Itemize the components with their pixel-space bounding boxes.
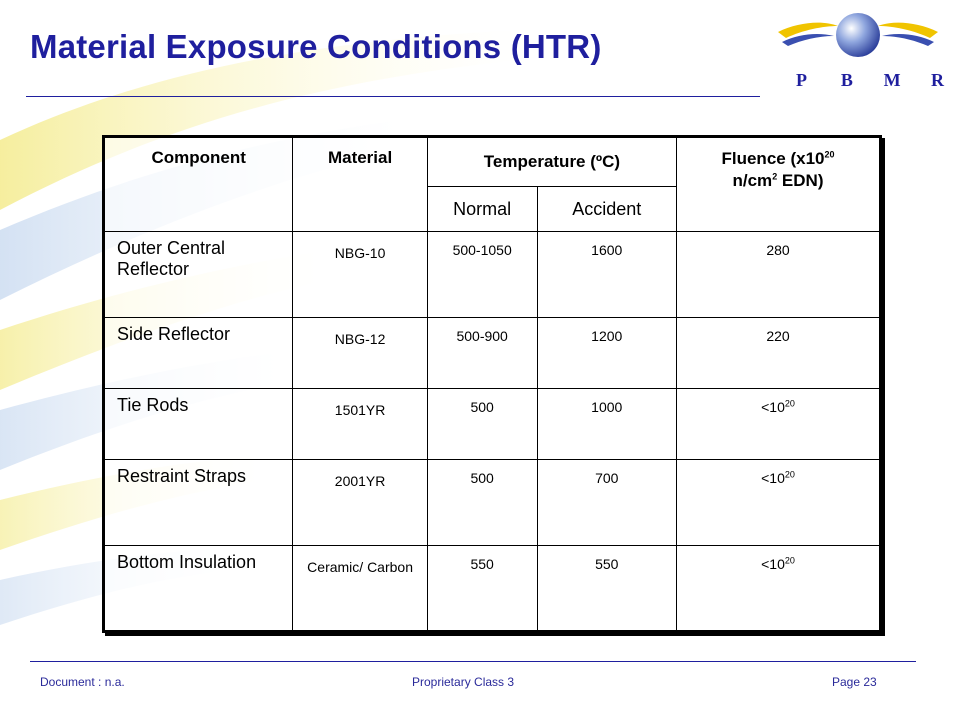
cell-fluence: [677, 546, 881, 632]
table-row: [104, 546, 881, 632]
title-divider: [26, 96, 760, 97]
logo-letter: P: [796, 70, 808, 90]
cell-component: Restraint Straps: [104, 460, 293, 546]
footer-document: Document : n.a.: [40, 675, 125, 689]
footer-divider: [30, 661, 916, 662]
table-row: [104, 318, 881, 389]
cell-material: NBG-12: [293, 318, 428, 389]
cell-normal: 500-1050: [427, 232, 537, 318]
logo-letter: M: [883, 70, 902, 90]
cell-fluence: [677, 460, 881, 546]
cell-material: Ceramic/ Carbon: [293, 546, 428, 632]
fluence-value: 220: [766, 328, 790, 344]
fluence-value: <10: [761, 399, 785, 415]
header-temperature: Temperature (ºC): [427, 137, 676, 187]
cell-accident: 1600: [537, 232, 677, 318]
page-title: Material Exposure Conditions (HTR): [30, 28, 602, 65]
cell-normal: 500: [427, 460, 537, 546]
header-accident: Accident: [537, 187, 677, 232]
cell-normal: 500-900: [427, 318, 537, 389]
logo-letters: [790, 70, 950, 91]
cell-component: Side Reflector: [104, 318, 293, 389]
cell-component: Outer Central Reflector: [104, 232, 293, 318]
fluence-value-exponent: 20: [784, 469, 795, 480]
fluence-unit-suffix: EDN): [777, 171, 824, 190]
table-row: [104, 389, 881, 460]
cell-accident: 700: [537, 460, 677, 546]
header-normal: Normal: [427, 187, 537, 232]
fluence-unit: n/cm: [732, 171, 773, 190]
cell-accident: 550: [537, 546, 677, 632]
fluence-unit-exponent: 2: [772, 171, 778, 182]
fluence-value: <10: [761, 470, 785, 486]
cell-material: NBG-10: [293, 232, 428, 318]
cell-normal: 550: [427, 546, 537, 632]
cell-accident: 1000: [537, 389, 677, 460]
footer-page-number: Page 23: [832, 675, 877, 689]
table-row: [104, 460, 881, 546]
logo-letter: R: [930, 70, 945, 90]
cell-material: 1501YR: [293, 389, 428, 460]
header-material: Material: [293, 137, 428, 232]
table-row: [104, 232, 881, 318]
cell-material: 2001YR: [293, 460, 428, 546]
cell-accident: 1200: [537, 318, 677, 389]
cell-normal: 500: [427, 389, 537, 460]
logo-letter: B: [840, 70, 854, 90]
cell-fluence: [677, 389, 881, 460]
fluence-value-exponent: 20: [784, 555, 795, 566]
fluence-label: Fluence (x10: [721, 149, 825, 168]
fluence-value: 280: [766, 242, 790, 258]
fluence-value: <10: [761, 556, 785, 572]
cell-fluence: [677, 232, 881, 318]
fluence-value-exponent: 20: [784, 398, 795, 409]
header-component: Component: [104, 137, 293, 232]
header-fluence: [677, 137, 881, 232]
fluence-exponent: 20: [824, 149, 835, 160]
footer-classification: Proprietary Class 3: [412, 675, 515, 689]
cell-component: Tie Rods: [104, 389, 293, 460]
cell-fluence: [677, 318, 881, 389]
cell-component: Bottom Insulation: [104, 546, 293, 632]
exposure-table: [102, 135, 882, 633]
